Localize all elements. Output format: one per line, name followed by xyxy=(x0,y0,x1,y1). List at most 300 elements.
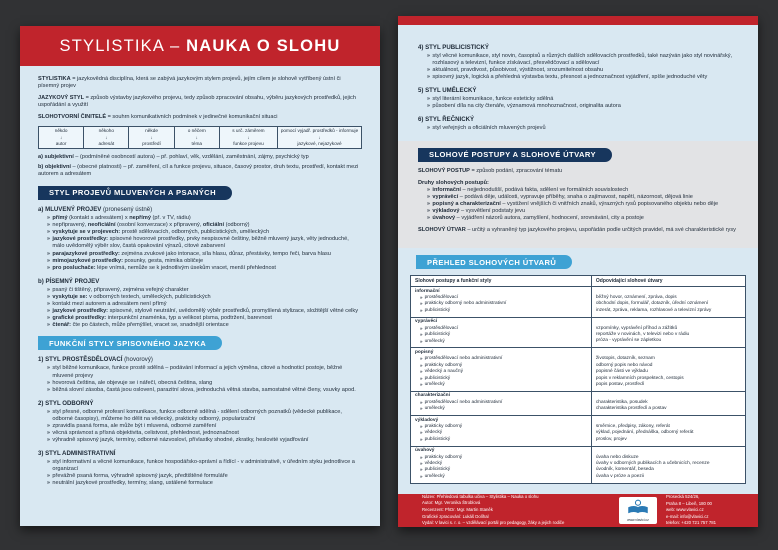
bullet-text xyxy=(52,251,362,258)
bullet-marker: » xyxy=(427,52,430,59)
text-segment: – vyjádření názorů autora, zamyšlení, hodnocení, srovnávání, city a postoje xyxy=(455,215,644,222)
text-segment: b) objektivní xyxy=(38,164,71,171)
subsection-title: 3) STYL ADMINISTRATIVNÍ xyxy=(38,449,116,457)
factor-cell xyxy=(84,126,129,149)
bullet-item xyxy=(38,251,362,258)
group-name: výkladový xyxy=(415,417,439,423)
factor-bottom: autor xyxy=(55,140,67,146)
bullet-marker: » xyxy=(420,325,423,331)
bullet-marker: » xyxy=(427,124,430,131)
section-banner: FUNKČNÍ STYLY SPISOVNÉHO JAZYKA xyxy=(38,336,222,350)
prehled-panel xyxy=(398,248,758,494)
factor-bottom: jazykové, nejazykové xyxy=(297,140,342,146)
bullet-item xyxy=(38,301,362,308)
text-segment: styl veřejných a oficiálních mluvených projevů xyxy=(432,124,546,131)
style-item xyxy=(415,474,587,480)
bullet-text xyxy=(52,215,362,222)
bullet-marker: » xyxy=(420,461,423,466)
bullet-marker: » xyxy=(47,315,50,322)
table-row xyxy=(411,287,746,318)
text-segment: – nejjednodušší, podává fakta, sdělení ve formálních souvislostech xyxy=(461,186,629,193)
bullet-text xyxy=(52,294,362,301)
bullet-item xyxy=(38,459,362,473)
text-segment: zpravidla psaná forma, ale může být i mluvená, odborné zaměření xyxy=(52,422,217,429)
text-segment: aktuálnost, pravdivost, působivost, výstižnost, srozumitelnost obsahu xyxy=(432,67,604,74)
bullet-item xyxy=(38,473,362,480)
utvar-value: odborný popis nebo návod xyxy=(595,362,653,368)
bullet-item xyxy=(38,236,362,250)
bullet-item xyxy=(38,480,362,487)
text-segment: – vysvětlení podstaty jevu xyxy=(459,208,526,215)
down-arrow: ↓ xyxy=(105,134,108,140)
text-segment: prostě sdělovacích, odborných, publicistických, uměleckých xyxy=(120,229,270,236)
bullet-marker: » xyxy=(420,406,423,412)
text-segment: – vystižení vnějších či vnitřních znaků, výrazných rysů popisovaného objektu nebo děje xyxy=(500,200,719,207)
utvar-value: popis v reklamních prospektech, cestopis xyxy=(595,375,684,381)
factors-notes xyxy=(38,154,362,178)
communication-factors-table xyxy=(38,126,362,150)
bullet-text xyxy=(52,365,362,379)
factor-top: o něčem xyxy=(187,128,206,134)
intro-paragraph xyxy=(38,76,362,91)
footer-contact-line: Praha 8 – Libeň, 180 00 xyxy=(666,500,712,506)
page1-body xyxy=(20,66,380,526)
intro-block xyxy=(38,76,362,121)
text-segment: (osobní konverzace) x připravený, xyxy=(115,221,203,228)
utvar-value: inzerát, zpráva, reklama, rozhlasové a televizní zprávy xyxy=(595,307,712,313)
bullet-item xyxy=(38,258,362,265)
styles-cell xyxy=(411,391,592,415)
bullet-marker: » xyxy=(427,67,430,74)
vlavici-logo xyxy=(619,497,657,524)
style-item-text: publicistický xyxy=(424,332,451,338)
text-segment: = způsob podání, zpracování tématu xyxy=(469,167,563,174)
bullet-text xyxy=(52,409,362,423)
bullet-marker: » xyxy=(47,257,50,264)
bullet-marker: » xyxy=(420,430,423,436)
subsection-heading xyxy=(38,206,362,213)
group-name: popisný xyxy=(415,349,434,355)
text-segment: SLOHOTVORNÍ ČINITELÉ xyxy=(38,114,107,121)
bullet-text xyxy=(432,96,738,103)
bullet-marker: » xyxy=(47,458,50,465)
text-segment: čte po částech, může přemýšlet, vracet se, snadnější orientace xyxy=(71,322,229,329)
page2-footer xyxy=(398,494,758,527)
utvary-cell xyxy=(591,287,745,318)
subsection-title: 4) STYL PUBLICISTICKÝ xyxy=(418,43,489,51)
bullet-text xyxy=(432,125,738,132)
down-arrow: ↓ xyxy=(195,134,198,140)
bullet-marker: » xyxy=(47,322,50,329)
bullet-marker: » xyxy=(420,338,423,344)
bullet-marker: » xyxy=(420,332,423,338)
text-segment: neoficiální xyxy=(87,221,116,228)
postupy-content xyxy=(418,168,738,235)
utvar-value: běžný hovor, oznámení, zpráva, dopis xyxy=(595,295,677,301)
table-header-row xyxy=(411,276,746,287)
bullet-marker: » xyxy=(47,379,50,386)
section-banner: STYL PROJEVŮ MLUVENÝCH A PSANÝCH xyxy=(38,186,232,200)
subsection-title: a) MLUVENÝ PROJEV xyxy=(38,205,102,213)
subsection-note: (hovorový) xyxy=(122,356,153,364)
text-segment: (př. v TV, rádiu) xyxy=(150,214,191,221)
subsection-heading xyxy=(38,356,362,363)
bullet-marker: » xyxy=(427,103,430,110)
bullet-marker: » xyxy=(420,369,423,375)
style-item-text: umělecký xyxy=(424,406,445,412)
footer-contact-line: telefon: +420 721 757 781 xyxy=(666,520,717,526)
bullet-text xyxy=(52,301,362,308)
bullet-text xyxy=(52,437,362,444)
bullet-item xyxy=(418,96,738,103)
group-name: vyprávěcí xyxy=(415,319,438,325)
styles-panel xyxy=(398,25,758,141)
text-segment: = souhrn komunikativních podmínek v jedinečné komunikační situaci xyxy=(106,114,278,121)
factor-bottom: téma xyxy=(191,140,202,146)
down-arrow: ↓ xyxy=(318,134,321,140)
bullet-marker: » xyxy=(427,193,430,200)
style-item-text: publicistický xyxy=(424,307,451,313)
bullet-text xyxy=(432,215,738,222)
factor-top: s urč. záměrem xyxy=(232,128,265,134)
postupy-panel xyxy=(398,141,758,248)
text-segment: styl běžné komunikace, funkce prostě sdělná – podávání informací a jejich výměna, citové a hodnoticí postoje, běžné mluvené projevy xyxy=(52,365,343,379)
text-segment: jazykové prostředky: xyxy=(52,307,109,314)
text-segment: informační xyxy=(432,186,461,193)
open-book-icon xyxy=(623,499,653,517)
bullet-item xyxy=(38,265,362,272)
style-item-text: prakticky odborný nebo administrativní xyxy=(424,301,507,307)
bullet-marker: » xyxy=(420,399,423,405)
styles-cell xyxy=(411,348,592,391)
style-item-text: prostěsdělovací xyxy=(424,325,459,331)
subsection-note: (pronesený ústně) xyxy=(101,205,153,213)
text-segment: vyskytuje se v projevech: xyxy=(52,229,121,236)
bullet-marker: » xyxy=(427,186,430,193)
style-item-text: publicistický xyxy=(424,375,451,381)
table-row xyxy=(411,446,746,483)
text-segment: = jazykovědná disciplína, která se zabývá jazykovým stylem projevů, jejím cílem je slohově vytříbený ústní či písemný projev xyxy=(38,76,341,90)
footer-contact-line: Prosecká 524/26, xyxy=(666,494,700,500)
utvary-table xyxy=(410,275,746,484)
page1-title-banner xyxy=(20,26,380,66)
bullet-marker: » xyxy=(47,430,50,437)
utvar-value: úvaha v próze a poezii xyxy=(595,473,644,479)
text-segment: oficiální xyxy=(202,221,225,228)
section-banner-slohove-postupy: SLOHOVÉ POSTUPY A SLOHOVÉ ÚTVARY xyxy=(418,148,612,162)
text-segment: v odborných textech, uměleckých, publicistických xyxy=(87,293,211,300)
subsection-title: 5) STYL UMĚLECKÝ xyxy=(418,86,477,94)
text-segment: působení díla na city čtenáře, významová mnohoznačnost, originalita autora xyxy=(432,103,621,110)
bullet-marker: » xyxy=(47,300,50,307)
bullet-item xyxy=(418,53,738,67)
factor-bottom: adresát xyxy=(98,140,115,146)
bullet-marker: » xyxy=(420,307,423,313)
bullet-text xyxy=(52,229,362,236)
subsection-heading xyxy=(418,116,738,123)
bullet-marker: » xyxy=(420,301,423,307)
text-segment: styl literární komunikace, funkce esteticky sdělná xyxy=(432,95,554,102)
bullet-text xyxy=(52,265,362,272)
style-item-text: publicistický xyxy=(424,467,451,473)
text-segment: běžná slovní zásoba, častá jsou oslovení, parazitní slova, jednoduchá větná stavba, samostatné větné členy, vsuvky apod. xyxy=(52,386,356,393)
text-segment: věcná správnost a přísná objektivita, celistvost, přehlednost, jednoznačnost xyxy=(52,430,239,437)
factors-row xyxy=(39,126,362,149)
subsection-title: b) PÍSEMNÝ PROJEV xyxy=(38,277,100,285)
text-segment: spisovné, stylově neutrální, uvědomělý výběr prostředků, promyšlená stylizace, složitější větné celky xyxy=(108,307,359,314)
subsection-heading xyxy=(38,450,362,457)
style-item xyxy=(415,406,587,412)
bullet-marker: » xyxy=(420,375,423,381)
note-line xyxy=(38,164,362,179)
page-title: STYLISTIKA – xyxy=(59,36,187,55)
bullet-item xyxy=(38,215,362,222)
bullet-text xyxy=(432,194,738,201)
text-segment: převážně psaná forma, výhradně spisovný jazyk, předtištěné formuláře xyxy=(52,473,228,480)
bullet-item xyxy=(38,287,362,294)
text-segment: přímý xyxy=(52,214,68,221)
slohovy-postup-definition xyxy=(418,168,738,175)
bullet-marker: » xyxy=(427,95,430,102)
utvar-value: proslov, projev xyxy=(595,436,627,442)
footer-credit-line: Vydal: V lavici s. r. o. – vzdělávací portál pro pedagogy, žáky a jejich rodiče xyxy=(422,520,565,526)
bullet-marker: » xyxy=(420,381,423,387)
style-item xyxy=(415,382,587,388)
druhy-label: Druhy slohových postupů: xyxy=(418,179,489,186)
factor-bottom: prostředí xyxy=(142,140,161,146)
text-segment: nepřipravený, xyxy=(52,221,88,228)
section-banner-prehled: PŘEHLED SLOHOVÝCH ÚTVARŮ xyxy=(416,255,572,269)
bullet-marker: » xyxy=(420,436,423,442)
bullet-marker: » xyxy=(420,467,423,473)
bullet-text xyxy=(52,222,362,229)
bullet-item xyxy=(38,423,362,430)
text-segment: – (obecné platnosti) – př. zaměření, cíl a funkce projevu, situace, časový prostor, druh textu, prostředí, kontakt mezi autorem a adresátem xyxy=(38,164,359,178)
style-item-text: vědecký xyxy=(424,430,443,436)
text-segment: – podává děje, události, vypravuje příběhy, snaha o zajímavost, napětí, názornost, dějová linie xyxy=(458,193,693,200)
bullet-marker: » xyxy=(47,386,50,393)
text-segment: vyskytuje se: xyxy=(52,293,88,300)
bullet-text xyxy=(52,430,362,437)
style-item xyxy=(415,437,587,443)
text-segment: jazykové prostředky: xyxy=(52,236,109,243)
text-segment: (odborný) xyxy=(224,221,250,228)
footer-contact-line: web: www.vlavici.cz xyxy=(666,507,704,513)
bullet-marker: » xyxy=(47,264,50,271)
bullet-item xyxy=(38,437,362,444)
footer-credit-line: Recenzent: PhDr. Mgr. Martin Staněk xyxy=(422,507,493,513)
bullet-marker: » xyxy=(47,286,50,293)
text-segment: (kontakt s adresátem) x xyxy=(67,214,130,221)
factor-cell xyxy=(39,126,84,149)
style-item xyxy=(415,339,587,345)
bullet-marker: » xyxy=(47,229,50,236)
subsection-heading xyxy=(418,44,738,51)
style-item-text: prostěsdělovací xyxy=(424,295,459,301)
text-segment: – (podmíněné osobností autora) – př. pohlaví, věk, vzdělání, zaměstnání, zájmy, psychický typ xyxy=(73,154,309,161)
bullet-text xyxy=(52,473,362,480)
text-segment: zejména zvukové jako intonace, síla hlasu, důraz, přestávky, tempo řeči, barva hlasu xyxy=(119,250,331,257)
slohovy-utvar-definition xyxy=(418,227,738,234)
bullet-marker: » xyxy=(420,473,423,479)
footer-contact-line: e-mail: info@vlavici.cz xyxy=(666,513,709,519)
bullet-item xyxy=(418,201,738,208)
bullet-marker: » xyxy=(420,423,423,429)
factor-top: někdo xyxy=(54,128,68,134)
bullet-item xyxy=(418,187,738,194)
style-item-text: umělecký xyxy=(424,381,445,387)
text-segment: pro posluchače: xyxy=(52,264,96,271)
text-segment: výkladový xyxy=(432,208,460,215)
bullet-text xyxy=(432,53,738,67)
intro-paragraph xyxy=(38,95,362,110)
utvar-value: vzpomínky, vyprávění příhod a zážitků xyxy=(595,325,678,331)
bullet-marker: » xyxy=(427,74,430,81)
text-segment: grafické prostředky: xyxy=(52,315,107,322)
bullet-marker: » xyxy=(47,236,50,243)
text-segment: styl informativní a věcné komunikace, funkce hospodářsko-správní a řídící - v administrativě, v úředním styku jednotlivce a organizací xyxy=(52,458,355,472)
bullet-text xyxy=(52,480,362,487)
utvar-value: reportáže v novinách, v televizi nebo v rádiu xyxy=(595,332,690,338)
text-segment: parajazykové prostředky: xyxy=(52,250,120,257)
bullet-text xyxy=(432,103,738,110)
bullet-marker: » xyxy=(47,480,50,487)
bullet-marker: » xyxy=(420,454,423,460)
style-item-text: vědecký xyxy=(424,461,443,466)
bullet-text xyxy=(432,187,738,194)
utvar-value: obchodní dopis, formulář, dotazník, úřední oznámení xyxy=(595,301,709,307)
bullet-text xyxy=(432,67,738,74)
bullet-marker: » xyxy=(420,362,423,368)
text-segment: spisovný jazyk, logická a přehledná výstavba textu, přesnost a jednoznačnost vyjádření, spíše jednoduché věty xyxy=(432,74,708,81)
bullet-marker: » xyxy=(47,437,50,444)
footer-credits xyxy=(410,494,610,527)
text-segment: interpunkční znaménka, typ a velikost písma, podtržení, barevnost xyxy=(106,315,272,322)
poster-page-1 xyxy=(20,26,380,526)
bullet-text xyxy=(52,423,362,430)
logo-url: www.vlavici.cz xyxy=(627,517,649,522)
text-segment: SLOHOVÝ ÚTVAR xyxy=(418,227,466,234)
bullet-marker: » xyxy=(47,365,50,372)
bullet-marker: » xyxy=(427,208,430,215)
factor-cell xyxy=(278,126,362,149)
down-arrow: ↓ xyxy=(150,134,153,140)
subsection-title: 6) STYL ŘEČNICKÝ xyxy=(418,115,475,123)
footer-credit-line: Autor: Mgr. Veronika Štroblová xyxy=(422,500,481,506)
poster-page-2 xyxy=(398,16,758,527)
factor-bottom: funkce projevu xyxy=(233,140,264,146)
footer-credit-line: Grafické zpracování: Lukáš Dolíhal xyxy=(422,513,489,519)
text-segment: nepřímý xyxy=(129,214,151,221)
bullet-marker: » xyxy=(427,215,430,222)
bullet-marker: » xyxy=(47,473,50,480)
bullet-item xyxy=(418,194,738,201)
bullet-marker: » xyxy=(47,307,50,314)
text-segment: STYLISTIKA xyxy=(38,76,71,82)
utvar-value: výklad, pojednání, přednáška, odborný referát xyxy=(595,430,694,436)
bullet-item xyxy=(418,215,738,222)
bullet-text xyxy=(52,236,362,250)
utvary-cell xyxy=(591,317,745,348)
utvar-value: směrnice, předpisy, zákony, referát xyxy=(595,423,670,429)
factor-top: někde xyxy=(145,128,158,134)
bullet-item xyxy=(38,229,362,236)
bullet-item xyxy=(418,103,738,110)
note-line xyxy=(38,154,362,161)
subsection-title: 2) STYL ODBORNÝ xyxy=(38,399,94,407)
bullet-item xyxy=(38,430,362,437)
bullet-text xyxy=(52,380,362,387)
text-segment: styl přesné, odborné profesní komunikace, funkce odborně sdělná - sdělení odborných poznatků (vědecké publikace, odborné časopisy), můžeme ho dělit na vědecký, prakticky odborný, popularizační xyxy=(52,408,342,422)
text-segment: SLOHOVÝ POSTUP xyxy=(418,167,470,174)
factor-cell xyxy=(129,126,174,149)
styles-cell xyxy=(411,446,592,483)
style-item-text: publicistický xyxy=(424,436,451,442)
text-segment: a) subjektivní xyxy=(38,154,74,161)
text-segment: – určitý a vyhraněný typ jazykového projevu, uspořádán podle určitých pravidel, má své charakteristické rysy xyxy=(465,227,736,234)
bullet-marker: » xyxy=(47,221,50,228)
style-item-text: prakticky odborný xyxy=(424,423,463,429)
group-name: úvahový xyxy=(415,448,435,454)
bullet-item xyxy=(38,409,362,423)
text-segment: posunky, gesta, mimika obličeje xyxy=(122,257,204,264)
page2-top-band xyxy=(398,16,758,25)
subsection-title: 1) STYL PROSTĚSDĚLOVACÍ xyxy=(38,356,123,364)
bullet-item xyxy=(38,387,362,394)
bullet-text xyxy=(52,287,362,294)
factor-cell xyxy=(219,126,277,149)
text-segment: vyprávěcí xyxy=(432,193,459,200)
intro-paragraph xyxy=(38,114,362,121)
factor-top: někoho xyxy=(98,128,115,134)
text-segment: úvahový xyxy=(432,215,456,222)
utvar-value: popisné části ve výkladu xyxy=(595,369,648,375)
bullet-item xyxy=(38,322,362,329)
bullet-text xyxy=(52,459,362,473)
bullet-marker: » xyxy=(47,293,50,300)
page-title-bold: NAUKA O SLOHU xyxy=(186,36,341,55)
bullet-text xyxy=(52,258,362,265)
style-item-text: prostěsdělovací nebo administrativní xyxy=(424,356,503,362)
bullet-marker: » xyxy=(420,356,423,362)
group-name: charakterizační xyxy=(415,393,450,399)
table-header-cell: Slohové postupy a funkční styly xyxy=(411,276,592,287)
footer-credit-line: Název: Přehledová tabulka učiva – Stylistika – Nauka o slohu xyxy=(422,493,539,499)
styles-cell xyxy=(411,287,592,318)
text-segment: styl věcné komunikace, styl novin, časopisů a různých dalších sdělovacích prostředků, také nazýván jako styl novinářský, rozhlasový a televizní, funkce získávací, přesvědčovací a sdělovací xyxy=(432,52,733,66)
utvary-cell xyxy=(591,446,745,483)
text-segment: popisný a charakterizační xyxy=(432,200,501,207)
table-header-cell: Odpovídající slohové útvary xyxy=(591,276,745,287)
utvar-value: úvodník, komentář, beseda xyxy=(595,467,654,473)
bullet-item xyxy=(38,222,362,229)
table-row xyxy=(411,391,746,415)
subsection-heading xyxy=(38,278,362,285)
bullet-item xyxy=(38,294,362,301)
text-segment: psaný či tištěný, připravený, zejména veřejný charakter xyxy=(52,286,189,293)
utvar-value: úvahy v odborných publikacích a učebnicích, recenze xyxy=(595,460,710,466)
bullet-text xyxy=(432,74,738,81)
text-segment: lépe vnímá, nemůže se k jednotlivým úsekům vracet, menší přehlednost xyxy=(95,264,276,271)
bullet-marker: » xyxy=(420,295,423,301)
subsection-heading xyxy=(38,400,362,407)
bullet-item xyxy=(418,125,738,132)
bullet-marker: » xyxy=(47,422,50,429)
page1-sections xyxy=(38,186,362,488)
group-name: informační xyxy=(415,288,440,294)
text-segment: spisovné hovorové prostředky, prvky nespisovné češtiny, běžně mluvený jazyk, věty jednoduché, málo uvědomělý výběr slov, častá opakování výrazů, citové zabarvení xyxy=(52,236,349,250)
table-row xyxy=(411,348,746,391)
